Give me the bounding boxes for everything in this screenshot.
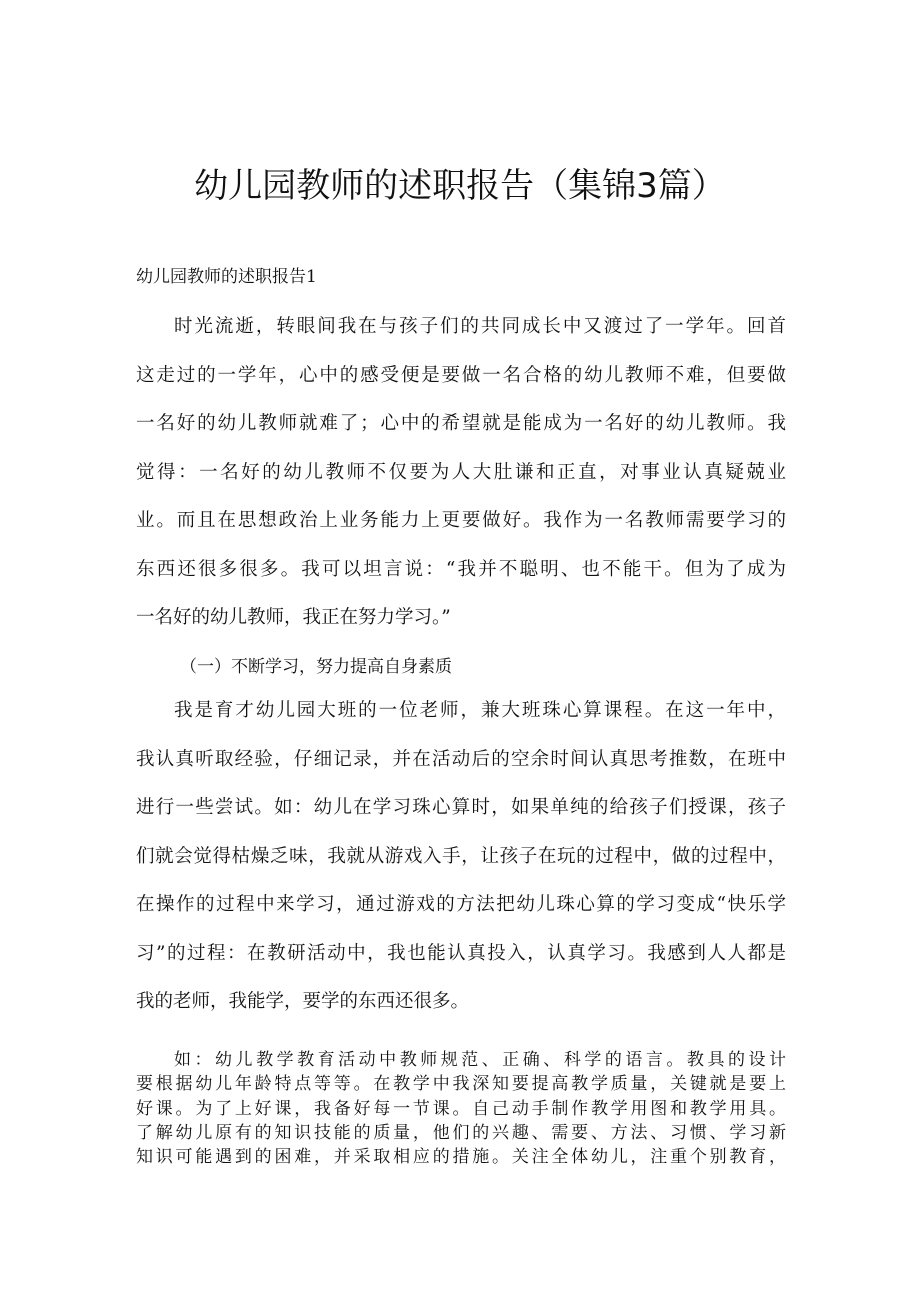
paragraph-line: 知识可能遇到的困难，并采取相应的措施。关注全体幼儿，注重个别教育， xyxy=(136,1147,786,1168)
paragraph-line: 如：幼儿教学教育活动中教师规范、正确、科学的语言。教具的设计 xyxy=(174,1050,786,1070)
paragraph-3 xyxy=(136,1045,786,1166)
paragraph-line: 一名好的幼儿教师就难了；心中的希望就是能成为一名好的幼儿教师。我 xyxy=(136,413,786,434)
paragraph-line: 时光流逝，转眼间我在与孩子们的共同成长中又渡过了一学年。回首 xyxy=(174,316,786,337)
paragraph-line: 这走过的一学年，心中的感受便是要做一名合格的幼儿教师不难，但要做 xyxy=(136,364,786,386)
paragraph-line: 好课。为了上好课，我备好每一节课。自己动手制作教学用图和教学用具。 xyxy=(136,1098,786,1119)
paragraph-line: 们就会觉得枯燥乏味，我就从游戏入手，让孩子在玩的过程中，做的过程中， xyxy=(136,845,786,867)
paragraph-line: 一名好的幼儿教师，我正在努力学习。” xyxy=(136,607,451,628)
paragraph-2 xyxy=(136,696,786,1036)
document-title: 幼儿园教师的述职报告（集锦3篇） xyxy=(194,166,726,206)
paragraph-line: 我是育才幼儿园大班的一位老师，兼大班珠心算课程。在这一年中， xyxy=(174,700,786,721)
paragraph-line: 要根据幼儿年龄特点等等。在教学中我深知要提高教学质量，关键就是要上 xyxy=(136,1074,786,1095)
paragraph-line: 习”的过程：在教研活动中，我也能认真投入，认真学习。我感到人人都是 xyxy=(136,942,786,964)
paragraph-line: 觉得：一名好的幼儿教师不仅要为人大肚谦和正直，对事业认真疑兢业 xyxy=(136,461,786,483)
paragraph-1 xyxy=(136,312,786,652)
paragraph-line: 我的老师，我能学，要学的东西还很多。 xyxy=(136,991,470,1012)
paragraph-line: 了解幼儿原有的知识技能的质量，他们的兴趣、需要、方法、习惯、学习新 xyxy=(136,1122,786,1143)
paragraph-line: 进行一些尝试。如：幼儿在学习珠心算时，如果单纯的给孩子们授课，孩子 xyxy=(136,797,786,818)
paragraph-line: 在操作的过程中来学习，通过游戏的方法把幼儿珠心算的学习变成“快乐学 xyxy=(136,894,786,915)
paragraph-line: 我认真听取经验，仔细记录，并在活动后的空余时间认真思考推数，在班中 xyxy=(136,748,786,770)
paragraph-line: 业。而且在思想政治上业务能力上更要做好。我作为一名教师需要学习的 xyxy=(136,510,786,531)
paragraph-line: 东西还很多很多。我可以坦言说：“我并不聪明、也不能干。但为了成为 xyxy=(136,558,786,580)
report-subtitle: 幼儿园教师的述职报告1 xyxy=(136,267,317,287)
section-heading: （一）不断学习，努力提高自身素质 xyxy=(180,657,452,677)
